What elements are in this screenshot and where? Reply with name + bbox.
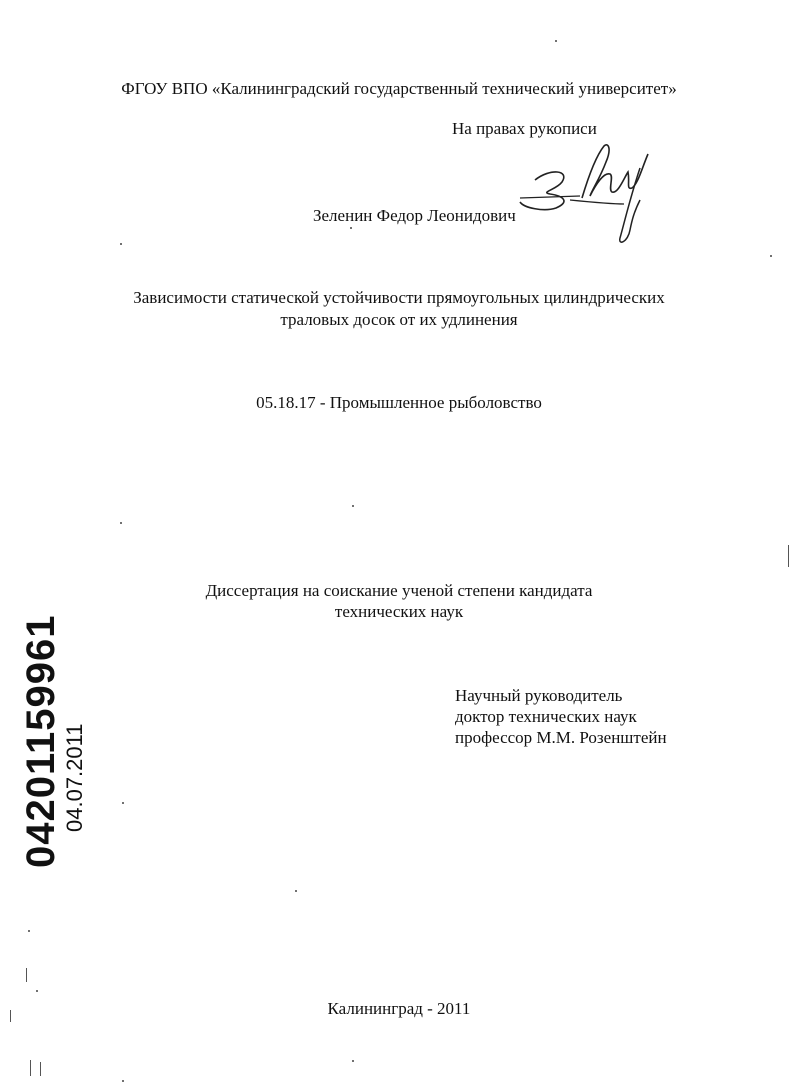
- library-stamp-date: 04.07.2011: [62, 723, 87, 832]
- advisor-degree: доктор технических наук: [455, 707, 637, 726]
- dissertation-line-1: Диссертация на соискание ученой степени кандидата: [205, 581, 593, 600]
- specialty-code: 05.18.17 - Промышленное рыболовство: [256, 393, 542, 412]
- institution-header: ФГОУ ВПО «Калининградский государственный технический университет»: [121, 79, 677, 98]
- scan-edge-mark: [26, 968, 27, 982]
- scan-speck: [352, 1060, 354, 1062]
- scan-edge-mark: [788, 545, 789, 567]
- scan-speck: [120, 522, 122, 524]
- library-stamp-code: 04201159961: [19, 614, 63, 868]
- scan-speck: [28, 930, 30, 932]
- manuscript-rights-label: На правах рукописи: [452, 119, 597, 138]
- title-line-1: Зависимости статической устойчивости прямоугольных цилиндрических: [133, 288, 665, 307]
- scan-edge-mark: [40, 1062, 41, 1076]
- scan-speck: [122, 1080, 124, 1082]
- scan-speck: [120, 243, 122, 245]
- scan-speck: [350, 227, 352, 229]
- scan-speck: [555, 40, 557, 42]
- scan-speck: [352, 505, 354, 507]
- advisor-name: профессор М.М. Розенштейн: [455, 728, 667, 747]
- scan-speck: [36, 990, 38, 992]
- author-name: Зеленин Федор Леонидович: [313, 206, 516, 225]
- dissertation-line-2: технических наук: [334, 602, 464, 621]
- scan-edge-mark: [10, 1010, 11, 1022]
- city-year: Калининград - 2011: [327, 999, 471, 1018]
- scan-speck: [295, 890, 297, 892]
- advisor-role: Научный руководитель: [455, 686, 623, 705]
- scan-speck: [770, 255, 772, 257]
- scan-edge-mark: [30, 1060, 31, 1076]
- author-signature: [500, 138, 660, 246]
- title-line-2: траловых досок от их удлинения: [280, 310, 518, 329]
- scan-speck: [122, 802, 124, 804]
